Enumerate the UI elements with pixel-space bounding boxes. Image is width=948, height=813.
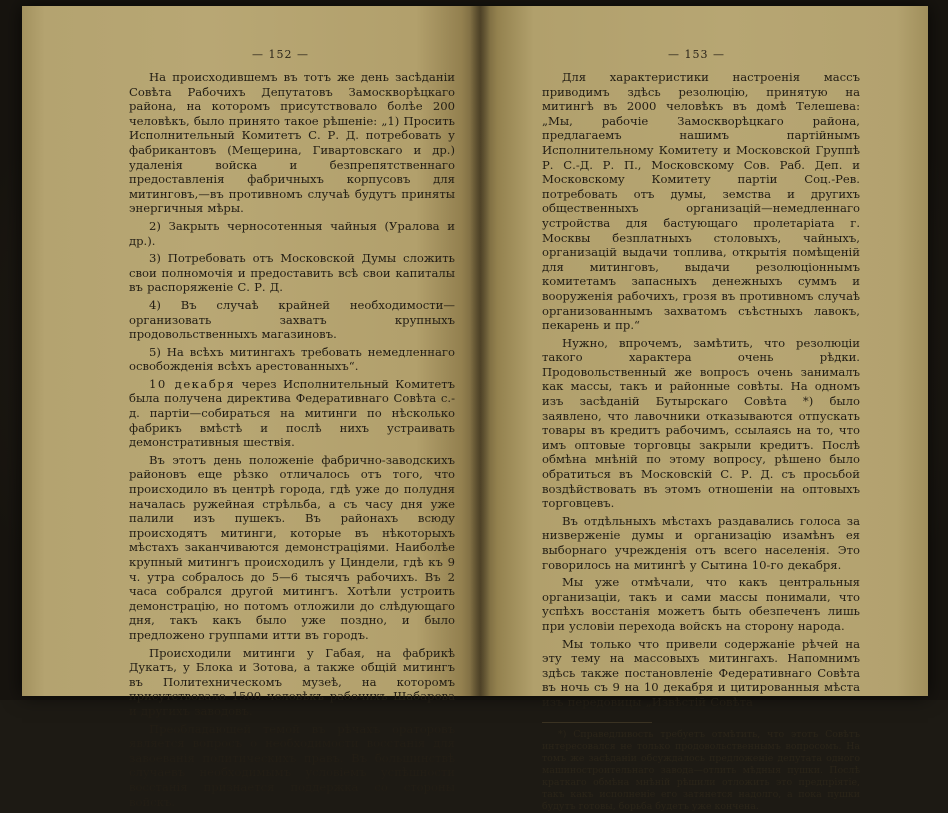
footnote-divider <box>542 722 652 723</box>
paragraph: Для характеристики настроенія массъ приводимъ здѣсь резолюцію, принятую на митингѣ въ 2000 человѣкъ въ домѣ Телешева: „Мы, рабочіе Замоскворѣцкаго района, предлагаемъ нашимъ партійнымъ Исполнительному Комитету и Московской Группѣ Р. С.-Д. Р. П., Московскому Сов. Раб. Деп. и Московскому Комитету партіи Соц.-Рев. потребовать отъ думы, земства и другихъ общественныхъ организацій—немедленнаго устройства для бастующаго пролетаріата г. Москвы безплатныхъ столовыхъ, чайныхъ, организацій выдачи топлива, открытія помѣщеній для митинговъ, выдачи резолюціоннымъ комитетамъ запасныхъ денежныхъ суммъ и вооруженія рабочихъ, грозя въ противномъ случаѣ организованнымъ захватомъ съѣстныхъ лавокъ, пекарень и пр.“ <box>542 70 860 333</box>
paragraph: Въ отдѣльныхъ мѣстахъ раздавались голоса за низверженіе думы и организацію изамѣнъ ея выборнаго учрежденія отъ всего населенія. Это говорилось на митингѣ у Сытина 10-го декабря. <box>542 513 860 572</box>
paragraph: На происходившемъ въ тотъ же день засѣданіи Совѣта Рабочихъ Депутатовъ Замоскворѣцкаго района, на которомъ присутствовало болѣе 200 человѣкъ, было принято такое рѣшеніе: „1) Просить Исполнительный Комитетъ С. Р. Д. потребовать у фабрикантовъ (Мещерина, Гивартовскаго и др.) удаленія войска и безпрепятственнаго предоставленія фабричныхъ корпусовъ для митинговъ,—въ противномъ случаѣ будутъ приняты энергичныя мѣры. <box>129 70 455 216</box>
footnote: *) Справедливость требуетъ отмѣтить, что этотъ Совѣтъ интересовался не только продовольственнымъ вопросомъ. На томъ же засѣданіи обсуждалось предложеніе депутата одного машиностроительнаго завода—отлить мѣдныя пушки. Послѣ краткаго обмѣна мнѣній рѣшили отложить это предпріятіе, такъ какъ исполненіе его затянется надолго, а пока пушки будутъ готовы, борьба будетъ уже кончена. <box>542 728 860 812</box>
paragraph: Мы только что привели содержаніе рѣчей на эту тему на массовыхъ митингахъ. Напомнимъ здѣсь также постановленіе Федеративнаго Совѣта въ ночь съ 9 на 10 декабря и цитированныя мѣста изъ передовицы „Извѣстій Совѣта <box>542 636 860 709</box>
paragraph: 2) Закрыть черносотенныя чайныя (Уралова и др.). <box>129 218 455 248</box>
left-page <box>22 6 480 809</box>
right-page-text <box>542 70 860 813</box>
paragraph: 4) Въ случаѣ крайней необходимости—организовать захватъ крупныхъ продовольственныхъ магазиновъ. <box>129 297 455 342</box>
paragraph: Происходили митинги у Габая, на фабрикѣ Дукатъ, у Блока и Зотова, а также общій митингъ въ Политехническомъ музеѣ, на которомъ присутствовало 1500 человѣкъ рабочихъ Шабарова и другихъ заводовъ. <box>129 645 455 718</box>
paragraph-dated <box>129 377 455 450</box>
paragraph: Мы уже отмѣчали, что какъ центральныя организаціи, такъ и сами массы понимали, что успѣхъ восстанія можетъ быть обезпеченъ лишь при условіи перехода войскъ на сторону народа. <box>542 575 860 633</box>
paragraph-body: через Исполнительный Комитетъ была получена директива Федеративнаго Совѣта с.-д. партіи—собираться на митинги по нѣсколько фабрикъ вмѣстѣ и послѣ нихъ устраивать демонстративныя шествія. <box>129 376 456 450</box>
left-page-text <box>129 70 455 809</box>
date-prefix: 10 декабря <box>149 376 236 391</box>
paragraph: Преобладающей темой въ рѣчахъ ораторовъ является вопросъ о необходимости восстанія для завоеванія политическихъ правъ. Въ большинствѣ случаевъ необходимымъ условіемъ успѣшности восстанія признается поддержка со стороны войскъ. <box>129 721 455 809</box>
paragraph: 3) Потребовать отъ Московской Думы сложить свои полномочія и предоставить всѣ свои капиталы въ распоряженіе С. Р. Д. <box>129 251 455 295</box>
paragraph: Нужно, впрочемъ, замѣтить, что резолюціи такого характера очень рѣдки. Продовольственный же вопросъ очень занималъ как массы, такъ и районные совѣты. На одномъ изъ засѣданій Бутырскаго Совѣта *) было заявлено, что лавочники отказываются отпускать товары въ кредитъ рабочимъ, ссылаясь на то, что имъ оптовые торговцы закрыли кредитъ. Послѣ обмѣна мнѣній по этому вопросу, рѣшено было обратиться въ Московскій С. Р. Д. съ просьбой воздѣйствовать въ этомъ отношеніи на оптовыхъ торговцевъ. <box>542 335 860 511</box>
open-book <box>22 6 928 812</box>
right-page <box>480 6 928 812</box>
paragraph: 5) На всѣхъ митингахъ требовать немедленнаго освобожденія всѣхъ арестованныхъ“. <box>129 344 455 374</box>
paragraph: Въ этотъ день положеніе фабрично-заводскихъ районовъ еще рѣзко отличалось отъ того, что происходило въ центрѣ города, гдѣ уже до полудня началась ружейная стрѣльба, а съ часу дня уже палили изъ пушекъ. Въ районахъ всюду происходятъ митинги, которые въ нѣкоторыхъ мѣстахъ заканчиваются демонстраціями. Наиболѣе крупный митингъ происходилъ у Циндели, гдѣ къ 9 ч. утра собралось до 5—6 тысячъ рабочихъ. Въ 2 часа собрался другой митингъ. Хотѣли устроить демонстрацію, но потомъ отложили до слѣдующаго дня, такъ какъ было уже поздно, и было предложено группами итти въ городъ. <box>129 452 455 642</box>
left-page-number: — 152 — <box>252 48 309 61</box>
right-page-number: — 153 — <box>668 48 725 61</box>
